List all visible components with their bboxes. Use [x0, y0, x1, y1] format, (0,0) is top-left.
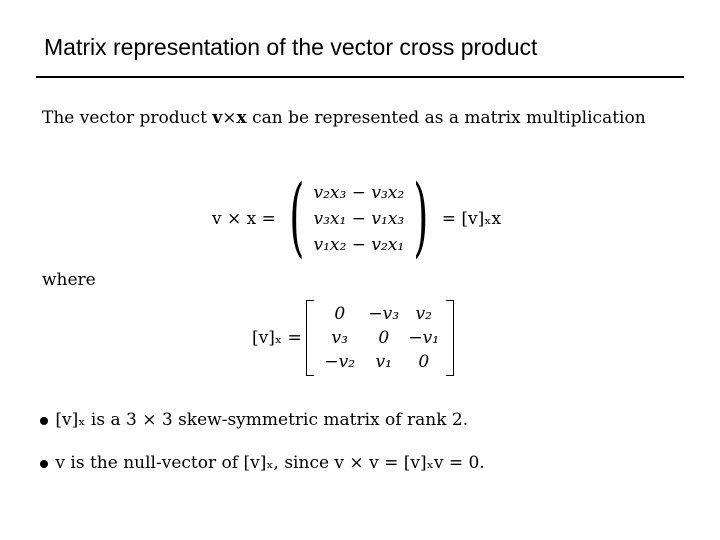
slide-title: Matrix representation of the vector cross product: [44, 34, 538, 60]
component-row: v₁x₂ − v₂x₁: [313, 235, 405, 255]
title-underline: [36, 76, 684, 78]
bullet-dot-icon: [40, 417, 48, 425]
matrix-cell: 0: [418, 352, 430, 372]
matrix-cell: v₁: [375, 352, 392, 372]
intro-text-after: can be represented as a matrix multiplication: [252, 108, 646, 128]
component-stack: [313, 180, 404, 258]
intro-vector-v: v: [212, 108, 223, 128]
equation2-lhs: [v]ₓ =: [252, 328, 302, 348]
right-bracket: [446, 300, 454, 376]
intro-vector-x: x: [236, 108, 247, 128]
intro-times-sign: ×: [222, 108, 237, 128]
matrix-cell: −v₂: [324, 352, 356, 372]
equation1-lhs: v × x =: [212, 209, 276, 229]
left-paren: (: [289, 167, 305, 267]
matrix-cell: −v₁: [408, 328, 440, 348]
bullet-text: v is the null-vector of [v]ₓ, since v × v = [v]ₓv = 0.: [55, 453, 485, 473]
component-row: v₃x₁ − v₁x₃: [313, 209, 405, 229]
skew-matrix-equation: [248, 300, 454, 376]
equation1-rhs: = [v]ₓx: [441, 209, 502, 229]
bullet-item: [40, 453, 485, 473]
component-row: v₂x₃ − v₃x₂: [313, 183, 405, 203]
bullet-item: [40, 410, 468, 430]
matrix-cell: v₃: [331, 328, 348, 348]
matrix-cell: 0: [334, 304, 346, 324]
where-label: where: [42, 270, 96, 290]
skew-matrix: [314, 302, 446, 374]
equation1-vector: [280, 167, 438, 267]
cross-product-equation: [208, 167, 505, 267]
matrix-cell: 0: [378, 328, 390, 348]
bullet-text: [v]ₓ is a 3 × 3 skew-symmetric matrix of rank 2.: [55, 410, 469, 430]
intro-text-before: The vector product: [42, 108, 207, 128]
matrix-cell: −v₃: [368, 304, 400, 324]
left-bracket: [306, 300, 314, 376]
bullet-dot-icon: [40, 460, 48, 468]
matrix-cell: v₂: [415, 304, 432, 324]
right-paren: ): [413, 167, 429, 267]
intro-sentence: [42, 108, 646, 128]
